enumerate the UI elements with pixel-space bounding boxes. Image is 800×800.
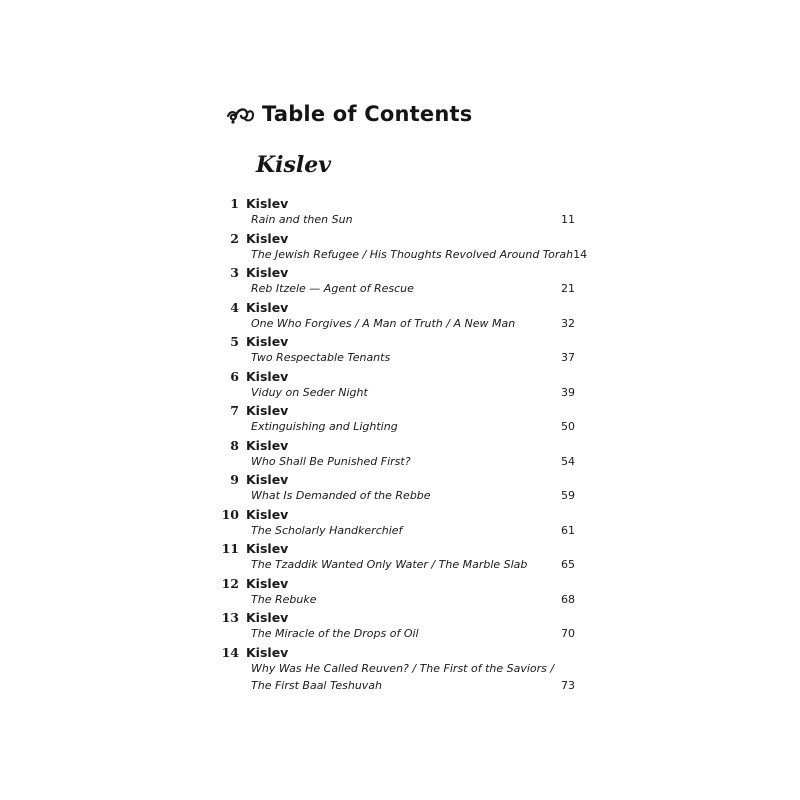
story-title: The Scholarly Handkerchief — [251, 523, 403, 537]
story-title: Rain and then Sun — [251, 213, 353, 226]
page-number: 32 — [561, 316, 575, 330]
entry-date — [220, 369, 580, 386]
page-number: 21 — [561, 282, 575, 295]
entry-date — [220, 541, 580, 558]
story-line — [220, 627, 580, 645]
toc-entry — [220, 300, 580, 335]
toc-entry — [220, 403, 580, 438]
month-name: Kislev — [246, 368, 289, 384]
story-line — [220, 558, 580, 576]
month-name: Kislev — [246, 472, 289, 487]
story-line — [220, 351, 580, 369]
story-title: One Who Forgives / A Man of Truth / A New Man — [251, 316, 516, 330]
entry-date — [220, 472, 580, 489]
day-number: 9 — [230, 472, 239, 487]
day-number: 4 — [230, 299, 239, 315]
story-title: The Jewish Refugee / His Thoughts Revolved Around Torah — [251, 247, 574, 261]
page-number: 14 — [573, 247, 588, 261]
day-number: 12 — [221, 575, 239, 591]
page-number: 65 — [561, 558, 575, 571]
toc-entry — [220, 334, 580, 369]
day-number: 7 — [230, 403, 239, 418]
day-number: 13 — [221, 610, 239, 625]
entry-date — [220, 645, 580, 662]
section-heading: Kislev — [256, 152, 332, 178]
ornament-flourish-icon — [226, 102, 256, 126]
story-title: Why Was He Called Reuven? / The First of the Saviors / — [251, 661, 555, 675]
toc-entry — [220, 438, 580, 473]
day-number: 6 — [230, 368, 239, 384]
entry-date — [220, 196, 580, 213]
month-name: Kislev — [246, 299, 289, 315]
page-number: 54 — [561, 454, 575, 468]
story-title: The Miracle of the Drops of Oil — [251, 627, 419, 640]
entry-date — [220, 265, 580, 282]
day-number: 14 — [221, 644, 239, 660]
story-title: What Is Demanded of the Rebbe — [251, 489, 431, 502]
toc-entry — [220, 576, 580, 611]
story-title: Two Respectable Tenants — [251, 351, 391, 364]
toc-entry — [220, 507, 580, 542]
toc-entry — [220, 369, 580, 404]
entry-date — [220, 403, 580, 420]
day-number: 5 — [230, 334, 239, 349]
toc-entries — [220, 196, 588, 697]
entry-date — [220, 438, 580, 455]
day-number: 8 — [230, 437, 239, 453]
entry-date — [220, 576, 580, 593]
month-name: Kislev — [246, 437, 289, 453]
entry-date — [220, 300, 580, 317]
page-number: 37 — [561, 351, 575, 364]
page-number: 61 — [561, 523, 575, 537]
story-title: Viduy on Seder Night — [251, 385, 368, 399]
story-line — [220, 247, 588, 266]
story-title: Reb Itzele — Agent of Rescue — [251, 282, 414, 295]
story-title: The Rebuke — [251, 592, 317, 606]
month-name: Kislev — [246, 541, 289, 556]
story-line — [220, 213, 580, 231]
day-number: 11 — [221, 541, 239, 556]
entry-date — [220, 231, 580, 248]
story-line — [220, 489, 580, 507]
story-line — [220, 420, 580, 438]
story-title: The First Baal Teshuvah — [251, 679, 383, 692]
toc-entry — [220, 541, 580, 576]
day-number: 3 — [230, 265, 239, 280]
month-name: Kislev — [246, 644, 289, 660]
entry-date — [220, 610, 580, 627]
page-number: 59 — [561, 489, 575, 502]
page-number: 68 — [561, 592, 575, 606]
toc-entry — [220, 610, 580, 645]
day-number: 2 — [230, 230, 239, 246]
month-name: Kislev — [246, 230, 289, 246]
story-line — [220, 524, 580, 542]
story-line — [220, 386, 580, 404]
page-number: 50 — [561, 420, 575, 433]
story-line — [220, 662, 580, 680]
month-name: Kislev — [246, 575, 289, 591]
page-number: 73 — [561, 679, 575, 692]
story-title: Extinguishing and Lighting — [251, 420, 398, 433]
story-line — [220, 593, 580, 611]
toc-entry — [220, 265, 580, 300]
day-number: 1 — [230, 196, 239, 211]
page-title: Table of Contents — [262, 102, 473, 126]
story-line — [220, 282, 580, 300]
story-line — [220, 455, 580, 473]
entry-date — [220, 507, 580, 524]
story-line — [220, 679, 580, 697]
story-title: The Tzaddik Wanted Only Water / The Marble Slab — [251, 558, 528, 571]
toc-entry — [220, 645, 580, 697]
story-line — [220, 317, 580, 335]
entry-date — [220, 334, 580, 351]
month-name: Kislev — [246, 196, 289, 211]
month-name: Kislev — [246, 610, 289, 625]
page-number: 70 — [561, 627, 575, 640]
month-name: Kislev — [246, 265, 289, 280]
toc-header — [226, 102, 472, 126]
month-name: Kislev — [246, 403, 289, 418]
page-number: 39 — [561, 385, 575, 399]
toc-entry — [220, 196, 580, 231]
toc-entry — [220, 230, 588, 266]
month-name: Kislev — [246, 506, 289, 522]
toc-entry — [220, 472, 580, 507]
day-number: 10 — [221, 506, 239, 522]
month-name: Kislev — [246, 334, 289, 349]
page-number: 11 — [561, 213, 575, 226]
story-title: Who Shall Be Punished First? — [251, 454, 411, 468]
